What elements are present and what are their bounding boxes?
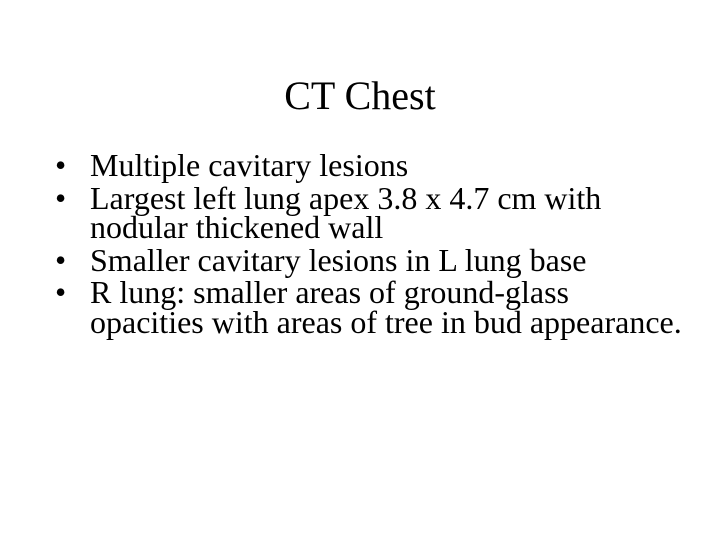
bullet-item (54, 147, 684, 183)
bullet-list (54, 147, 684, 340)
slide-title: CT Chest (284, 73, 436, 118)
bullet-text: Multiple cavitary lesions (90, 147, 409, 183)
bullet-text: Smaller cavitary lesions in L lung base (90, 241, 587, 278)
bullet-dot-icon: • (55, 241, 67, 278)
bullet-dot-icon: • (55, 147, 67, 183)
bullet-dot-icon: • (55, 179, 67, 216)
bullet-item (54, 179, 684, 245)
bullet-text: R lung: smaller areas of ground-glass opacities with areas of tree in bud appearance. (90, 274, 682, 340)
bullet-item (54, 274, 684, 340)
bullet-text: Largest left lung apex 3.8 x 4.7 cm with nodular thickened wall (90, 179, 602, 245)
bullet-dot-icon: • (55, 274, 67, 310)
bullet-item (54, 241, 684, 278)
